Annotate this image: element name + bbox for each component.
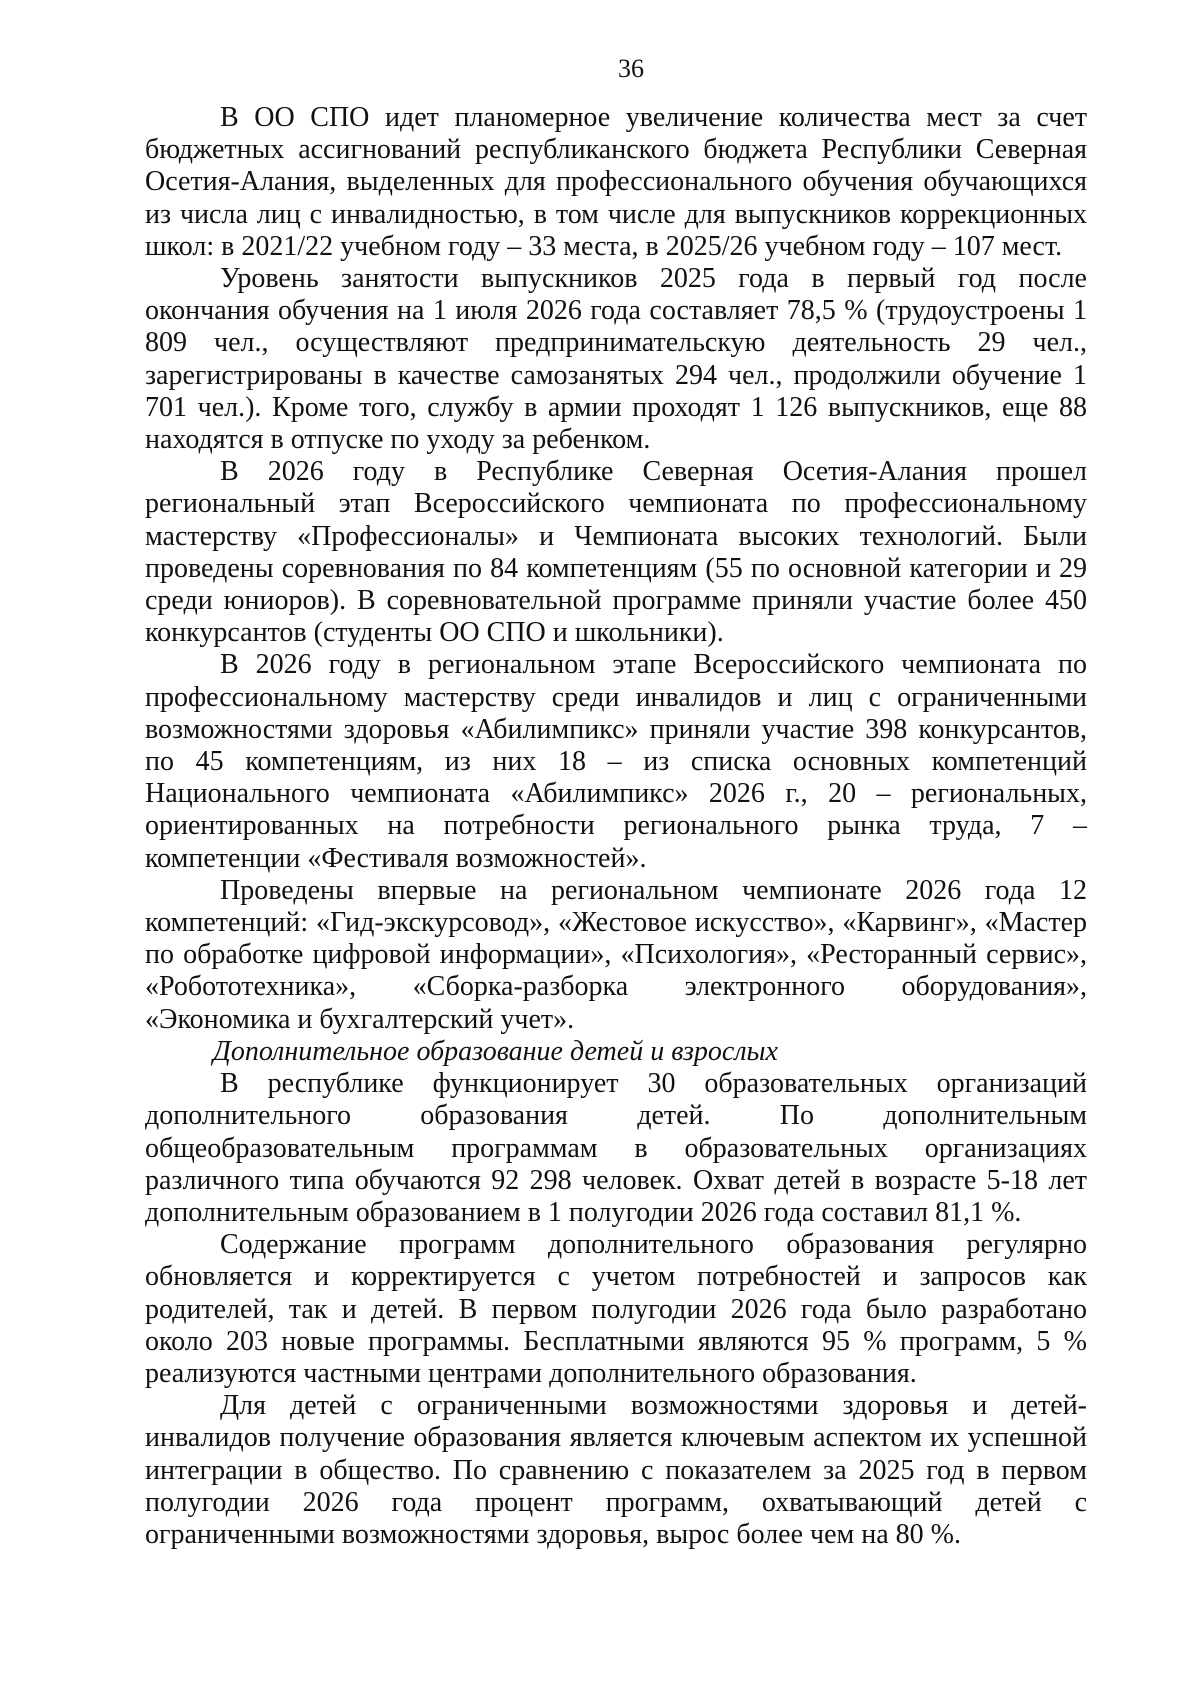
paragraph-new-competencies: Проведены впервые на региональном чемпионате 2026 года 12 компетенций: «Гид-экскурсовод», «Жестовое искусство», «Карвинг», «Мастер по обработке цифровой информации», «Психология», «Ресторанный сервис», «Робототехника», «Сборка-разборка электронного оборудования», «Экономика и бухгалтерский учет». (145, 874, 1087, 1035)
paragraph-professionals-championship: В 2026 году в Республике Северная Осетия-Алания прошел региональный этап Всероссийского чемпионата по профессиональному мастерству «Профессионалы» и Чемпионата высоких технологий. Были проведены соревнования по 84 компетенциям (55 по основной категории и 29 среди юниоров). В соревновательной программе приняли участие более 450 конкурсантов (студенты ОО СПО и школьники). (145, 456, 1087, 649)
page-number: 36 (618, 54, 644, 83)
paragraph-graduate-employment: Уровень занятости выпускников 2025 года в первый год после окончания обучения на 1 июля 2026 года составляет 78,5 % (трудоустроены 1 809 чел., осуществляют предпринимательскую деятельность 29 чел., зарегистрированы в качестве самозанятых 294 чел., продолжили обучение 1 701 чел.). Кроме того, службу в армии проходят 1 126 выпускников, еще 88 находятся в отпуске по уходу за ребенком. (145, 263, 1087, 456)
paragraph-additional-education-organizations: В республике функционирует 30 образовательных организаций дополнительного образования детей. По дополнительным общеобразовательным программам в образовательных организациях различного типа обучаются 92 298 человек. Охват детей в возрасте 5-18 лет дополнительным образованием в 1 полугодии 2026 года составил 81,1 %. (145, 1068, 1087, 1228)
paragraph-abilympics: В 2026 году в региональном этапе Всероссийского чемпионата по профессиональному мастерству среди инвалидов и лиц с ограниченными возможностями здоровья «Абилимпикс» приняли участие 398 конкурсантов, по 45 компетенциям, из них 18 – из списка основных компетенций Национального чемпионата «Абилимпикс» 2026 г., 20 – региональных, ориентированных на потребности регионального рынка труда, 7 – компетенции «Фестиваля возможностей». (145, 649, 1087, 874)
section-heading: Дополнительное образование детей и взрослых (213, 1035, 778, 1067)
paragraph-program-updates: Содержание программ дополнительного образования регулярно обновляется и корректируется с учетом потребностей и запросов как родителей, так и детей. В первом полугодии 2026 года было разработано около 203 новые программы. Бесплатными являются 95 % программ, 5 % реализуются частными центрами дополнительного образования. (145, 1229, 1087, 1389)
paragraph-spo-places: В ОО СПО идет планомерное увеличение количества мест за счет бюджетных ассигнований республиканского бюджета Республики Северная Осетия-Алания, выделенных для профессионального обучения обучающихся из числа лиц с инвалидностью, в том числе для выпускников коррекционных школ: в 2021/22 учебном году – 33 места, в 2025/26 учебном году – 107 мест. (145, 102, 1087, 262)
paragraph-disabled-children-programs: Для детей с ограниченными возможностями здоровья и детей-инвалидов получение образования является ключевым аспектом их успешной интеграции в общество. По сравнению с показателем за 2025 год в первом полугодии 2026 года процент программ, охватывающий детей с ограниченными возможностями здоровья, вырос более чем на 80 %. (145, 1390, 1087, 1550)
